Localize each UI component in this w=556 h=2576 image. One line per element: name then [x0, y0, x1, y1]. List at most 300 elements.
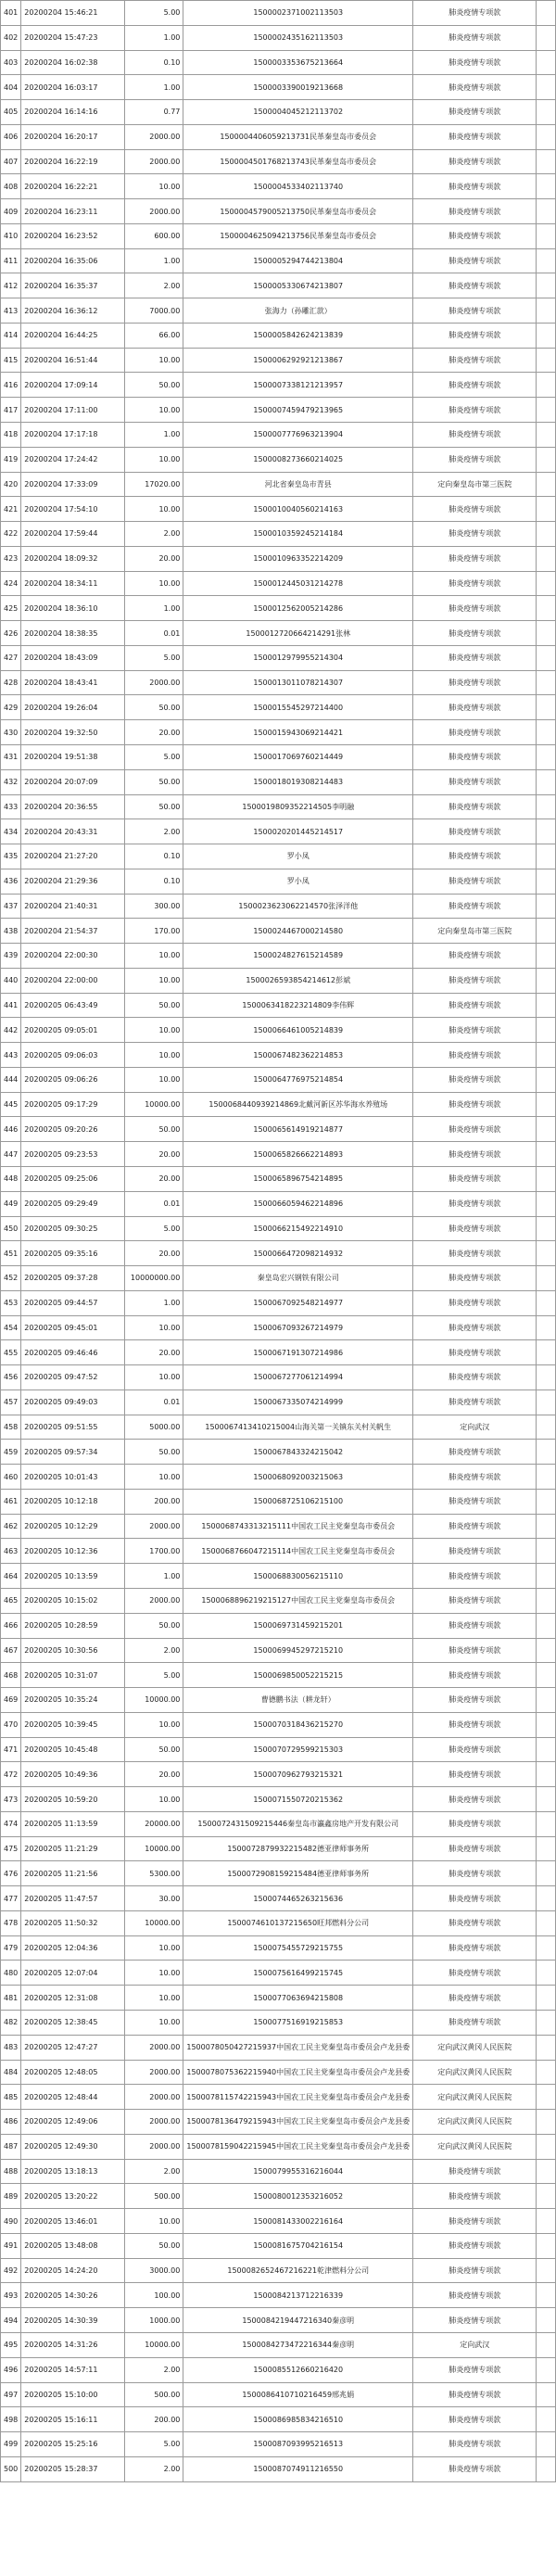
purpose-cell: 定向秦皇岛市第三医院 [413, 919, 537, 944]
donor-cell: 秦皇岛宏兴钢铁有限公司 [183, 1266, 413, 1291]
donor-cell: 1500087093995216513 [183, 2432, 413, 2457]
empty-cell [537, 50, 556, 75]
purpose-cell: 肺炎疫情专项款 [413, 348, 537, 373]
table-row [1, 174, 556, 199]
timestamp-cell: 20200204 20:43:31 [21, 819, 124, 844]
row-number-cell: 467 [1, 1638, 21, 1663]
donor-cell: 1500024467000214580 [183, 919, 413, 944]
purpose-cell: 肺炎疫情专项款 [413, 1340, 537, 1365]
purpose-cell: 肺炎疫情专项款 [413, 248, 537, 273]
row-number-cell: 459 [1, 1440, 21, 1465]
row-number-cell: 403 [1, 50, 21, 75]
donor-cell: 1500024827615214589 [183, 944, 413, 969]
timestamp-cell: 20200205 09:44:57 [21, 1290, 124, 1315]
purpose-cell: 肺炎疫情专项款 [413, 1489, 537, 1514]
table-row [1, 472, 556, 497]
purpose-cell: 肺炎疫情专项款 [413, 1365, 537, 1390]
donor-cell: 1500078115742215943中国农工民主党秦皇岛市委员会卢龙县委 [183, 2085, 413, 2110]
donor-cell: 1500078050427215937中国农工民主党秦皇岛市委员会卢龙县委 [183, 2035, 413, 2060]
timestamp-cell: 20200204 21:27:20 [21, 844, 124, 869]
purpose-cell: 肺炎疫情专项款 [413, 1961, 537, 1986]
purpose-cell: 肺炎疫情专项款 [413, 398, 537, 423]
amount-cell: 50.00 [124, 373, 183, 398]
purpose-cell: 肺炎疫情专项款 [413, 1935, 537, 1961]
amount-cell: 20.00 [124, 720, 183, 745]
timestamp-cell: 20200204 18:09:32 [21, 546, 124, 571]
donor-cell: 1500070962793215321 [183, 1762, 413, 1787]
row-number-cell: 470 [1, 1712, 21, 1737]
donor-cell: 1500069731459215201 [183, 1613, 413, 1638]
amount-cell: 600.00 [124, 223, 183, 248]
row-number-cell: 430 [1, 720, 21, 745]
purpose-cell: 肺炎疫情专项款 [413, 124, 537, 149]
table-row [1, 2357, 556, 2382]
empty-cell [537, 149, 556, 174]
donor-cell: 1500086985834216510 [183, 2407, 413, 2432]
purpose-cell: 肺炎疫情专项款 [413, 447, 537, 472]
donor-cell: 1500066461005214839 [183, 1018, 413, 1043]
purpose-cell: 肺炎疫情专项款 [413, 2159, 537, 2184]
empty-cell [537, 1340, 556, 1365]
timestamp-cell: 20200205 10:39:45 [21, 1712, 124, 1737]
timestamp-cell: 20200205 09:49:03 [21, 1390, 124, 1415]
donor-cell: 1500064776975214854 [183, 1067, 413, 1092]
purpose-cell: 定向武汉 [413, 1415, 537, 1440]
row-number-cell: 464 [1, 1564, 21, 1589]
timestamp-cell: 20200205 13:20:22 [21, 2184, 124, 2209]
empty-cell [537, 1787, 556, 1812]
purpose-cell: 肺炎疫情专项款 [413, 571, 537, 596]
donor-cell: 1500003390019213668 [183, 75, 413, 100]
empty-cell [537, 1365, 556, 1390]
table-row [1, 1166, 556, 1191]
timestamp-cell: 20200205 12:31:08 [21, 1986, 124, 2011]
empty-cell [537, 1241, 556, 1266]
row-number-cell: 466 [1, 1613, 21, 1638]
donor-cell: 1500087074911216550 [183, 2456, 413, 2481]
amount-cell: 50.00 [124, 993, 183, 1018]
timestamp-cell: 20200204 16:03:17 [21, 75, 124, 100]
amount-cell: 50.00 [124, 1117, 183, 1142]
table-row [1, 1092, 556, 1117]
row-number-cell: 402 [1, 25, 21, 50]
donor-cell: 1500081675704216154 [183, 2233, 413, 2258]
row-number-cell: 457 [1, 1390, 21, 1415]
timestamp-cell: 20200205 10:31:07 [21, 1663, 124, 1688]
purpose-cell: 肺炎疫情专项款 [413, 1663, 537, 1688]
empty-cell [537, 621, 556, 646]
purpose-cell: 肺炎疫情专项款 [413, 1390, 537, 1415]
table-row [1, 2308, 556, 2333]
table-row [1, 1390, 556, 1415]
amount-cell: 20.00 [124, 546, 183, 571]
row-number-cell: 417 [1, 398, 21, 423]
empty-cell [537, 1, 556, 26]
row-number-cell: 401 [1, 1, 21, 26]
table-row [1, 1663, 556, 1688]
empty-cell [537, 2060, 556, 2085]
donor-cell: 1500020201445214517 [183, 819, 413, 844]
empty-cell [537, 1935, 556, 1961]
amount-cell: 2000.00 [124, 124, 183, 149]
donor-cell: 河北省秦皇岛市青县 [183, 472, 413, 497]
table-row [1, 2382, 556, 2407]
purpose-cell: 肺炎疫情专项款 [413, 993, 537, 1018]
donor-cell: 1500068766047215114中国农工民主党秦皇岛市委员会 [183, 1539, 413, 1564]
empty-cell [537, 1886, 556, 1911]
table-row [1, 323, 556, 348]
donor-cell: 1500071550720215362 [183, 1787, 413, 1812]
purpose-cell: 定向武汉黄冈人民医院 [413, 2110, 537, 2135]
donor-cell: 1500007338121213957 [183, 373, 413, 398]
purpose-cell: 肺炎疫情专项款 [413, 944, 537, 969]
row-number-cell: 446 [1, 1117, 21, 1142]
row-number-cell: 427 [1, 645, 21, 670]
row-number-cell: 421 [1, 497, 21, 522]
empty-cell [537, 1018, 556, 1043]
amount-cell: 1700.00 [124, 1539, 183, 1564]
table-row [1, 2011, 556, 2036]
purpose-cell: 定向武汉黄冈人民医院 [413, 2060, 537, 2085]
table-row [1, 993, 556, 1018]
amount-cell: 10.00 [124, 2011, 183, 2036]
table-row [1, 968, 556, 993]
amount-cell: 10.00 [124, 1961, 183, 1986]
amount-cell: 2.00 [124, 2456, 183, 2481]
table-row [1, 1365, 556, 1390]
row-number-cell: 436 [1, 869, 21, 894]
table-row [1, 2233, 556, 2258]
empty-cell [537, 2308, 556, 2333]
amount-cell: 10000.00 [124, 1688, 183, 1713]
purpose-cell: 肺炎疫情专项款 [413, 1737, 537, 1762]
table-row [1, 497, 556, 522]
timestamp-cell: 20200205 13:48:08 [21, 2233, 124, 2258]
row-number-cell: 481 [1, 1986, 21, 2011]
row-number-cell: 456 [1, 1365, 21, 1390]
empty-cell [537, 348, 556, 373]
empty-cell [537, 2357, 556, 2382]
donor-cell: 1500072431509215446秦皇岛市瀛鑫房地产开发有限公司 [183, 1811, 413, 1836]
empty-cell [537, 2332, 556, 2357]
timestamp-cell: 20200205 12:48:05 [21, 2060, 124, 2085]
timestamp-cell: 20200204 16:44:25 [21, 323, 124, 348]
empty-cell [537, 423, 556, 448]
timestamp-cell: 20200205 11:13:59 [21, 1811, 124, 1836]
donor-cell: 1500086410710216459邢兆娟 [183, 2382, 413, 2407]
donor-cell: 1500010963352214209 [183, 546, 413, 571]
empty-cell [537, 2209, 556, 2234]
row-number-cell: 469 [1, 1688, 21, 1713]
amount-cell: 2000.00 [124, 2060, 183, 2085]
timestamp-cell: 20200204 21:29:36 [21, 869, 124, 894]
row-number-cell: 413 [1, 298, 21, 324]
donor-cell: 1500078075362215940中国农工民主党秦皇岛市委员会卢龙县委 [183, 2060, 413, 2085]
row-number-cell: 486 [1, 2110, 21, 2135]
donor-cell: 1500066472098214932 [183, 1241, 413, 1266]
table-row [1, 1266, 556, 1291]
timestamp-cell: 20200205 09:05:01 [21, 1018, 124, 1043]
table-row [1, 1836, 556, 1861]
donor-cell: 张海力（孙雕汇款） [183, 298, 413, 324]
table-row [1, 844, 556, 869]
purpose-cell: 肺炎疫情专项款 [413, 1465, 537, 1490]
timestamp-cell: 20200205 09:17:29 [21, 1092, 124, 1117]
donor-cell: 1500004406059213731民革秦皇岛市委员会 [183, 124, 413, 149]
amount-cell: 2000.00 [124, 1589, 183, 1614]
row-number-cell: 495 [1, 2332, 21, 2357]
purpose-cell: 肺炎疫情专项款 [413, 1514, 537, 1539]
row-number-cell: 422 [1, 522, 21, 547]
empty-cell [537, 522, 556, 547]
donor-cell: 1500077063694215808 [183, 1986, 413, 2011]
amount-cell: 0.10 [124, 844, 183, 869]
purpose-cell: 肺炎疫情专项款 [413, 1787, 537, 1812]
row-number-cell: 473 [1, 1787, 21, 1812]
timestamp-cell: 20200205 12:49:06 [21, 2110, 124, 2135]
row-number-cell: 487 [1, 2134, 21, 2159]
timestamp-cell: 20200204 16:23:11 [21, 199, 124, 224]
purpose-cell: 定向武汉黄冈人民医院 [413, 2035, 537, 2060]
row-number-cell: 479 [1, 1935, 21, 1961]
empty-cell [537, 1315, 556, 1340]
amount-cell: 20000.00 [124, 1811, 183, 1836]
donor-cell: 1500012445031214278 [183, 571, 413, 596]
purpose-cell: 肺炎疫情专项款 [413, 1142, 537, 1167]
amount-cell: 2.00 [124, 1638, 183, 1663]
row-number-cell: 442 [1, 1018, 21, 1043]
purpose-cell: 肺炎疫情专项款 [413, 199, 537, 224]
table-row [1, 1, 556, 26]
purpose-cell: 肺炎疫情专项款 [413, 968, 537, 993]
donor-cell: 1500010359245214184 [183, 522, 413, 547]
empty-cell [537, 819, 556, 844]
empty-cell [537, 2134, 556, 2159]
timestamp-cell: 20200204 21:54:37 [21, 919, 124, 944]
purpose-cell: 肺炎疫情专项款 [413, 2258, 537, 2283]
timestamp-cell: 20200205 12:47:27 [21, 2035, 124, 2060]
timestamp-cell: 20200205 09:45:01 [21, 1315, 124, 1340]
table-row [1, 1613, 556, 1638]
timestamp-cell: 20200204 18:34:11 [21, 571, 124, 596]
empty-cell [537, 993, 556, 1018]
purpose-cell: 肺炎疫情专项款 [413, 1564, 537, 1589]
timestamp-cell: 20200204 19:32:50 [21, 720, 124, 745]
table-row [1, 1638, 556, 1663]
timestamp-cell: 20200205 09:57:34 [21, 1440, 124, 1465]
timestamp-cell: 20200204 20:07:09 [21, 769, 124, 794]
donor-cell: 1500007459479213965 [183, 398, 413, 423]
table-row [1, 149, 556, 174]
row-number-cell: 410 [1, 223, 21, 248]
empty-cell [537, 944, 556, 969]
donor-cell: 1500078159042215945中国农工民主党秦皇岛市委员会卢龙县委 [183, 2134, 413, 2159]
row-number-cell: 449 [1, 1191, 21, 1216]
empty-cell [537, 1266, 556, 1291]
donor-cell: 1500070729599215303 [183, 1737, 413, 1762]
timestamp-cell: 20200204 19:51:38 [21, 744, 124, 769]
purpose-cell: 肺炎疫情专项款 [413, 1315, 537, 1340]
donor-cell: 1500085512660216420 [183, 2357, 413, 2382]
donor-cell: 1500066059462214896 [183, 1191, 413, 1216]
table-row [1, 1216, 556, 1241]
donor-cell: 1500079955316216044 [183, 2159, 413, 2184]
table-row [1, 398, 556, 423]
purpose-cell: 肺炎疫情专项款 [413, 621, 537, 646]
table-row [1, 373, 556, 398]
donor-cell: 1500004501768213743民革秦皇岛市委员会 [183, 149, 413, 174]
amount-cell: 1.00 [124, 248, 183, 273]
amount-cell: 2.00 [124, 273, 183, 298]
amount-cell: 20.00 [124, 1340, 183, 1365]
row-number-cell: 418 [1, 423, 21, 448]
amount-cell: 10.00 [124, 1365, 183, 1390]
table-row [1, 2209, 556, 2234]
purpose-cell: 定向武汉黄冈人民医院 [413, 2085, 537, 2110]
amount-cell: 0.10 [124, 50, 183, 75]
empty-cell [537, 223, 556, 248]
donor-cell: 1500074465263215636 [183, 1886, 413, 1911]
donor-cell: 1500015545297214400 [183, 695, 413, 720]
row-number-cell: 444 [1, 1067, 21, 1092]
timestamp-cell: 20200205 10:13:59 [21, 1564, 124, 1589]
amount-cell: 300.00 [124, 894, 183, 919]
amount-cell: 10.00 [124, 1067, 183, 1092]
empty-cell [537, 1092, 556, 1117]
donor-cell: 1500063418223214809李伟辉 [183, 993, 413, 1018]
purpose-cell: 肺炎疫情专项款 [413, 720, 537, 745]
donor-cell: 1500074610137215650旺邦燃料分公司 [183, 1910, 413, 1935]
purpose-cell: 肺炎疫情专项款 [413, 223, 537, 248]
row-number-cell: 425 [1, 596, 21, 621]
donor-cell: 1500003353675213664 [183, 50, 413, 75]
row-number-cell: 460 [1, 1465, 21, 1490]
purpose-cell: 肺炎疫情专项款 [413, 423, 537, 448]
donor-cell: 1500065614919214877 [183, 1117, 413, 1142]
table-row [1, 1762, 556, 1787]
purpose-cell: 肺炎疫情专项款 [413, 1539, 537, 1564]
row-number-cell: 498 [1, 2407, 21, 2432]
empty-cell [537, 968, 556, 993]
timestamp-cell: 20200205 15:16:11 [21, 2407, 124, 2432]
row-number-cell: 404 [1, 75, 21, 100]
row-number-cell: 428 [1, 670, 21, 695]
table-row [1, 1489, 556, 1514]
empty-cell [537, 1191, 556, 1216]
timestamp-cell: 20200205 13:46:01 [21, 2209, 124, 2234]
table-row [1, 2432, 556, 2457]
purpose-cell: 肺炎疫情专项款 [413, 645, 537, 670]
donor-cell: 1500084213712216339 [183, 2283, 413, 2308]
timestamp-cell: 20200204 22:00:00 [21, 968, 124, 993]
purpose-cell: 肺炎疫情专项款 [413, 174, 537, 199]
timestamp-cell: 20200205 09:51:55 [21, 1415, 124, 1440]
timestamp-cell: 20200204 18:43:41 [21, 670, 124, 695]
donor-cell: 1500077516919215853 [183, 2011, 413, 2036]
row-number-cell: 437 [1, 894, 21, 919]
empty-cell [537, 25, 556, 50]
amount-cell: 10.00 [124, 497, 183, 522]
table-row [1, 2332, 556, 2357]
purpose-cell: 肺炎疫情专项款 [413, 1117, 537, 1142]
empty-cell [537, 894, 556, 919]
table-row [1, 1910, 556, 1935]
row-number-cell: 439 [1, 944, 21, 969]
table-row [1, 1117, 556, 1142]
row-number-cell: 463 [1, 1539, 21, 1564]
table-row [1, 944, 556, 969]
amount-cell: 10.00 [124, 2209, 183, 2234]
purpose-cell: 肺炎疫情专项款 [413, 794, 537, 819]
timestamp-cell: 20200205 10:12:18 [21, 1489, 124, 1514]
amount-cell: 1.00 [124, 75, 183, 100]
table-row [1, 2035, 556, 2060]
empty-cell [537, 75, 556, 100]
timestamp-cell: 20200205 09:29:49 [21, 1191, 124, 1216]
donor-cell: 1500019809352214505李明融 [183, 794, 413, 819]
table-row [1, 1986, 556, 2011]
row-number-cell: 441 [1, 993, 21, 1018]
empty-cell [537, 2011, 556, 2036]
purpose-cell: 肺炎疫情专项款 [413, 2184, 537, 2209]
table-row [1, 819, 556, 844]
empty-cell [537, 373, 556, 398]
row-number-cell: 414 [1, 323, 21, 348]
amount-cell: 10000.00 [124, 1092, 183, 1117]
purpose-cell: 肺炎疫情专项款 [413, 1712, 537, 1737]
table-row [1, 423, 556, 448]
row-number-cell: 424 [1, 571, 21, 596]
donor-cell: 1500066215492214910 [183, 1216, 413, 1241]
donor-cell: 1500078136479215943中国农工民主党秦皇岛市委员会卢龙县委 [183, 2110, 413, 2135]
table-row [1, 223, 556, 248]
empty-cell [537, 1589, 556, 1614]
row-number-cell: 405 [1, 100, 21, 125]
amount-cell: 1.00 [124, 1290, 183, 1315]
row-number-cell: 451 [1, 1241, 21, 1266]
table-row [1, 50, 556, 75]
timestamp-cell: 20200205 06:43:49 [21, 993, 124, 1018]
amount-cell: 10.00 [124, 968, 183, 993]
donor-cell: 1500004045212113702 [183, 100, 413, 125]
amount-cell: 2000.00 [124, 2110, 183, 2135]
purpose-cell: 肺炎疫情专项款 [413, 1191, 537, 1216]
empty-cell [537, 670, 556, 695]
amount-cell: 17020.00 [124, 472, 183, 497]
timestamp-cell: 20200205 14:30:26 [21, 2283, 124, 2308]
table-row [1, 769, 556, 794]
purpose-cell: 肺炎疫情专项款 [413, 2432, 537, 2457]
timestamp-cell: 20200205 14:57:11 [21, 2357, 124, 2382]
amount-cell: 1.00 [124, 25, 183, 50]
row-number-cell: 426 [1, 621, 21, 646]
purpose-cell: 肺炎疫情专项款 [413, 744, 537, 769]
timestamp-cell: 20200205 10:35:24 [21, 1688, 124, 1713]
timestamp-cell: 20200204 16:14:16 [21, 100, 124, 125]
row-number-cell: 492 [1, 2258, 21, 2283]
amount-cell: 500.00 [124, 2184, 183, 2209]
row-number-cell: 476 [1, 1861, 21, 1886]
purpose-cell: 肺炎疫情专项款 [413, 1166, 537, 1191]
purpose-cell: 肺炎疫情专项款 [413, 2233, 537, 2258]
donor-cell: 1500069850052215215 [183, 1663, 413, 1688]
donor-cell: 1500005842624213839 [183, 323, 413, 348]
donor-cell: 1500012562005214286 [183, 596, 413, 621]
timestamp-cell: 20200204 16:35:06 [21, 248, 124, 273]
amount-cell: 10.00 [124, 1935, 183, 1961]
table-row [1, 75, 556, 100]
empty-cell [537, 472, 556, 497]
